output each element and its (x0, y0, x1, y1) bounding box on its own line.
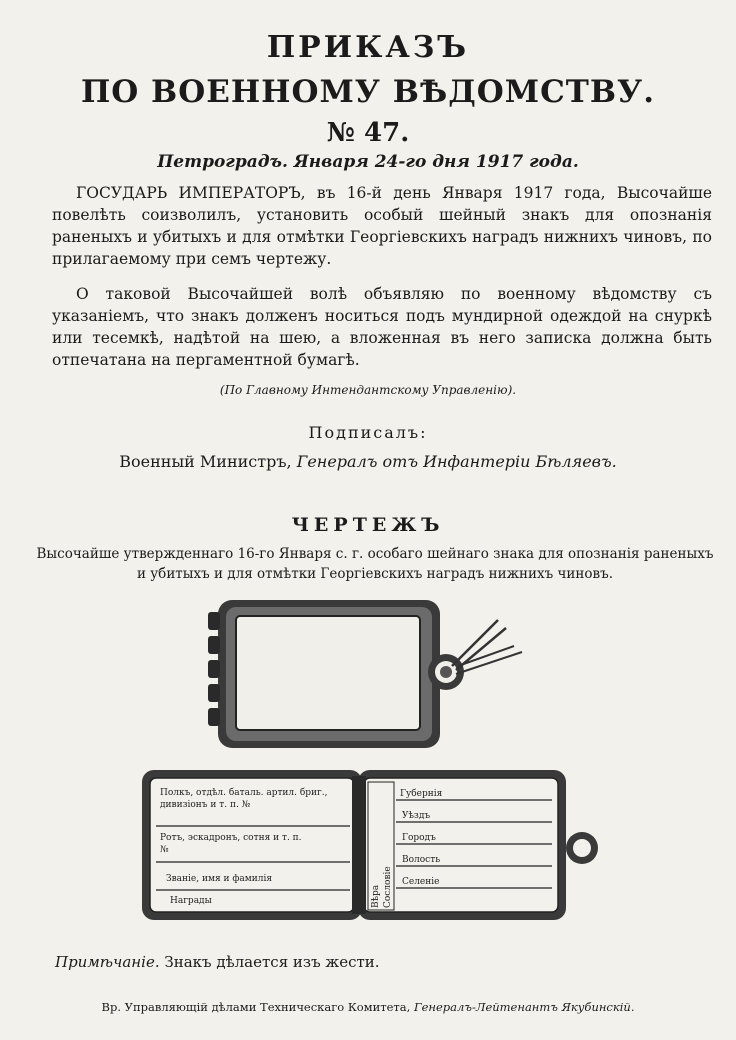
footnote (55, 953, 380, 971)
footer-prefix: Вр. Управляющій дѣлами Техническаго Комитета, (101, 1000, 411, 1014)
order-paragraph-2: О таковой Высочайшей волѣ объявляю по военному вѣдомству съ указаніемъ, что знакъ долженъ носиться подъ мундирной одеждой на снуркѣ или тесемкѣ, надѣтой на шею, а вложенная въ него записка должна быть отпечатана на пергаментной бумагѣ. (52, 285, 712, 369)
minister-title: Военный Министръ, (119, 452, 292, 471)
closed-badge-illustration (208, 600, 522, 748)
field-province: Губернія (400, 789, 443, 799)
field-volost: Волость (402, 855, 441, 865)
order-paragraph-1: ГОСУДАРЬ ИМПЕРАТОРЪ, въ 16-й день Января 1917 года, Высочайше повелѣть соизволилъ, установить особый шейный знакъ для опознанія раненыхъ и убитыхъ и для отмѣтки Георгіевскихъ наградъ нижнихъ чиновъ, по прилагаемому при семъ чертежу. (52, 184, 712, 268)
field-company: Ротъ, эскадронъ, сотня и т. п. (160, 833, 302, 843)
spine-label-estate: Сословіе (383, 866, 393, 908)
spine-label-faith: Вѣра (371, 884, 381, 908)
minister-name: Генералъ отъ Инфантеріи Бѣляевъ. (296, 452, 617, 471)
minister-signature (0, 452, 736, 471)
field-company-number: № (160, 845, 169, 855)
signed-label: Подписалъ: (308, 423, 428, 442)
order-number: № 47. (326, 118, 410, 148)
footnote-label: Примѣчаніе. (55, 953, 160, 971)
field-division: дивизіонъ и т. п. № (160, 800, 251, 810)
order-dateline: Петроградъ. Января 24-го дня 1917 года. (157, 152, 579, 172)
drawing-title: ЧЕРТЕЖЪ (291, 514, 445, 536)
source-note: (По Главному Интендантскому Управленію). (219, 383, 517, 397)
field-awards: Награды (170, 896, 212, 906)
drawing-caption: Высочайше утвержденнаго 16-го Января с. г. особаго шейнаго знака для опознанія раненыхъ и убитыхъ и для отмѣтки Георгіевскихъ наградъ нижнихъ чиновъ. (36, 546, 714, 582)
footnote-text: Знакъ дѣлается изъ жести. (159, 953, 380, 971)
footer-name: Генералъ-Лейтенантъ Якубинскій. (410, 1000, 635, 1014)
order-subtitle: ПО ВОЕННОМУ ВѢДОМСТВУ. (80, 74, 656, 110)
footer-signature (0, 1000, 736, 1014)
field-district: Уѣздъ (402, 811, 431, 821)
field-village: Селеніе (402, 877, 440, 887)
badge-drawing (0, 590, 736, 940)
open-badge-illustration (142, 770, 598, 920)
field-rank-name: Званіе, имя и фамилія (166, 874, 273, 884)
field-regiment: Полкъ, отдѣл. баталь. артил. бриг., (160, 788, 328, 798)
order-title: ПРИКАЗЪ (266, 30, 470, 65)
field-town: Городъ (402, 833, 436, 843)
